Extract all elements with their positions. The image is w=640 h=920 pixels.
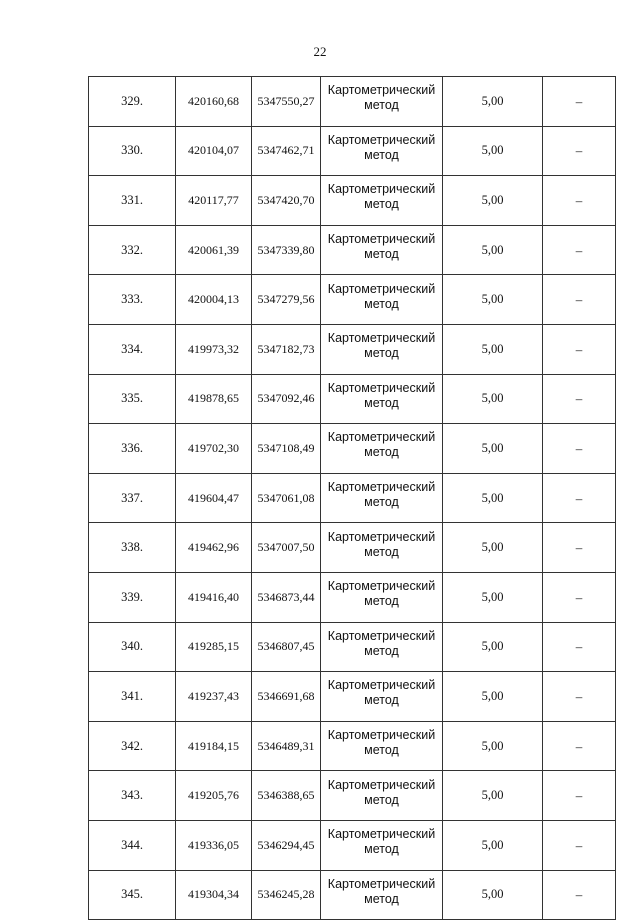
method-cell — [321, 225, 443, 275]
page-number: 22 — [313, 44, 327, 59]
note-cell: – — [543, 275, 616, 325]
method-line-1: Картометрический — [327, 827, 436, 842]
table-row — [89, 176, 616, 226]
point-number-cell: 330. — [89, 126, 176, 176]
x-coordinate-cell: 419304,34 — [176, 870, 252, 920]
method-line-2: метод — [364, 842, 399, 857]
point-number-cell: 336. — [89, 424, 176, 474]
table-row — [89, 324, 616, 374]
y-coordinate-cell: 5346294,45 — [252, 820, 321, 870]
point-number-cell: 337. — [89, 473, 176, 523]
method-line-1: Картометрический — [327, 182, 436, 197]
method-line-1: Картометрический — [327, 777, 436, 792]
table-row — [89, 374, 616, 424]
method-line-2: метод — [364, 296, 399, 311]
table-row — [89, 672, 616, 722]
method-cell — [321, 275, 443, 325]
accuracy-cell: 5,00 — [443, 77, 543, 127]
y-coordinate-cell: 5347007,50 — [252, 523, 321, 573]
method-cell — [321, 721, 443, 771]
method-line-1: Картометрический — [327, 728, 436, 743]
coordinates-table-body — [89, 77, 616, 920]
table-row — [89, 275, 616, 325]
accuracy-cell: 5,00 — [443, 473, 543, 523]
y-coordinate-cell: 5346245,28 — [252, 870, 321, 920]
method-cell — [321, 374, 443, 424]
accuracy-cell: 5,00 — [443, 771, 543, 821]
accuracy-cell: 5,00 — [443, 721, 543, 771]
point-number-cell: 343. — [89, 771, 176, 821]
method-cell — [321, 77, 443, 127]
y-coordinate-cell: 5346388,65 — [252, 771, 321, 821]
method-line-2: метод — [364, 147, 399, 162]
table-row — [89, 424, 616, 474]
method-line-1: Картометрический — [327, 132, 436, 147]
table-row — [89, 622, 616, 672]
point-number-cell: 341. — [89, 672, 176, 722]
note-cell: – — [543, 721, 616, 771]
accuracy-cell: 5,00 — [443, 424, 543, 474]
method-cell — [321, 473, 443, 523]
method-line-2: метод — [364, 98, 399, 113]
table-row — [89, 523, 616, 573]
note-cell: – — [543, 523, 616, 573]
method-cell — [321, 324, 443, 374]
method-cell — [321, 572, 443, 622]
accuracy-cell: 5,00 — [443, 374, 543, 424]
point-number-cell: 332. — [89, 225, 176, 275]
x-coordinate-cell: 419205,76 — [176, 771, 252, 821]
x-coordinate-cell: 419604,47 — [176, 473, 252, 523]
table-row — [89, 126, 616, 176]
method-line-2: метод — [364, 247, 399, 262]
x-coordinate-cell: 419184,15 — [176, 721, 252, 771]
point-number-cell: 329. — [89, 77, 176, 127]
accuracy-cell: 5,00 — [443, 225, 543, 275]
note-cell: – — [543, 77, 616, 127]
method-line-1: Картометрический — [327, 628, 436, 643]
accuracy-cell: 5,00 — [443, 523, 543, 573]
note-cell: – — [543, 820, 616, 870]
x-coordinate-cell: 419702,30 — [176, 424, 252, 474]
point-number-cell: 331. — [89, 176, 176, 226]
accuracy-cell: 5,00 — [443, 275, 543, 325]
table-row — [89, 870, 616, 920]
y-coordinate-cell: 5347061,08 — [252, 473, 321, 523]
method-cell — [321, 523, 443, 573]
note-cell: – — [543, 672, 616, 722]
y-coordinate-cell: 5346691,68 — [252, 672, 321, 722]
x-coordinate-cell: 419237,43 — [176, 672, 252, 722]
method-cell — [321, 176, 443, 226]
point-number-cell: 344. — [89, 820, 176, 870]
y-coordinate-cell: 5346873,44 — [252, 572, 321, 622]
coordinates-table — [88, 76, 616, 920]
method-line-1: Картометрический — [327, 331, 436, 346]
point-number-cell: 335. — [89, 374, 176, 424]
y-coordinate-cell: 5347420,70 — [252, 176, 321, 226]
accuracy-cell: 5,00 — [443, 324, 543, 374]
method-line-1: Картометрический — [327, 281, 436, 296]
point-number-cell: 342. — [89, 721, 176, 771]
point-number-cell: 345. — [89, 870, 176, 920]
x-coordinate-cell: 420160,68 — [176, 77, 252, 127]
x-coordinate-cell: 419285,15 — [176, 622, 252, 672]
method-line-2: метод — [364, 495, 399, 510]
method-line-1: Картометрический — [327, 83, 436, 98]
point-number-cell: 334. — [89, 324, 176, 374]
method-line-2: метод — [364, 594, 399, 609]
accuracy-cell: 5,00 — [443, 870, 543, 920]
y-coordinate-cell: 5347339,80 — [252, 225, 321, 275]
x-coordinate-cell: 420117,77 — [176, 176, 252, 226]
method-line-1: Картометрический — [327, 480, 436, 495]
x-coordinate-cell: 420004,13 — [176, 275, 252, 325]
table-row — [89, 473, 616, 523]
table-row — [89, 77, 616, 127]
y-coordinate-cell: 5347092,46 — [252, 374, 321, 424]
note-cell: – — [543, 374, 616, 424]
note-cell: – — [543, 126, 616, 176]
table-row — [89, 572, 616, 622]
accuracy-cell: 5,00 — [443, 126, 543, 176]
x-coordinate-cell: 419462,96 — [176, 523, 252, 573]
note-cell: – — [543, 771, 616, 821]
method-line-2: метод — [364, 643, 399, 658]
method-cell — [321, 870, 443, 920]
table-row — [89, 721, 616, 771]
method-line-2: метод — [364, 395, 399, 410]
x-coordinate-cell: 419973,32 — [176, 324, 252, 374]
y-coordinate-cell: 5347550,27 — [252, 77, 321, 127]
method-cell — [321, 622, 443, 672]
method-cell — [321, 424, 443, 474]
y-coordinate-cell: 5347182,73 — [252, 324, 321, 374]
accuracy-cell: 5,00 — [443, 176, 543, 226]
note-cell: – — [543, 176, 616, 226]
y-coordinate-cell: 5347279,56 — [252, 275, 321, 325]
note-cell: – — [543, 622, 616, 672]
y-coordinate-cell: 5346489,31 — [252, 721, 321, 771]
method-line-1: Картометрический — [327, 876, 436, 891]
note-cell: – — [543, 870, 616, 920]
y-coordinate-cell: 5347108,49 — [252, 424, 321, 474]
x-coordinate-cell: 419336,05 — [176, 820, 252, 870]
x-coordinate-cell: 420061,39 — [176, 225, 252, 275]
x-coordinate-cell: 419878,65 — [176, 374, 252, 424]
accuracy-cell: 5,00 — [443, 820, 543, 870]
method-cell — [321, 820, 443, 870]
method-line-2: метод — [364, 197, 399, 212]
x-coordinate-cell: 420104,07 — [176, 126, 252, 176]
point-number-cell: 338. — [89, 523, 176, 573]
method-line-2: метод — [364, 792, 399, 807]
point-number-cell: 340. — [89, 622, 176, 672]
accuracy-cell: 5,00 — [443, 572, 543, 622]
point-number-cell: 339. — [89, 572, 176, 622]
table-row — [89, 771, 616, 821]
x-coordinate-cell: 419416,40 — [176, 572, 252, 622]
y-coordinate-cell: 5347462,71 — [252, 126, 321, 176]
method-line-2: метод — [364, 891, 399, 906]
y-coordinate-cell: 5346807,45 — [252, 622, 321, 672]
method-line-1: Картометрический — [327, 529, 436, 544]
note-cell: – — [543, 324, 616, 374]
method-line-1: Картометрический — [327, 678, 436, 693]
note-cell: – — [543, 473, 616, 523]
method-line-1: Картометрический — [327, 579, 436, 594]
method-line-1: Картометрический — [327, 232, 436, 247]
method-line-2: метод — [364, 346, 399, 361]
method-line-1: Картометрический — [327, 430, 436, 445]
point-number-cell: 333. — [89, 275, 176, 325]
method-line-2: метод — [364, 544, 399, 559]
method-line-1: Картометрический — [327, 380, 436, 395]
accuracy-cell: 5,00 — [443, 622, 543, 672]
note-cell: – — [543, 424, 616, 474]
method-line-2: метод — [364, 693, 399, 708]
note-cell: – — [543, 572, 616, 622]
method-line-2: метод — [364, 743, 399, 758]
method-cell — [321, 126, 443, 176]
method-cell — [321, 672, 443, 722]
method-cell — [321, 771, 443, 821]
note-cell: – — [543, 225, 616, 275]
method-line-2: метод — [364, 445, 399, 460]
table-row — [89, 820, 616, 870]
table-row — [89, 225, 616, 275]
accuracy-cell: 5,00 — [443, 672, 543, 722]
